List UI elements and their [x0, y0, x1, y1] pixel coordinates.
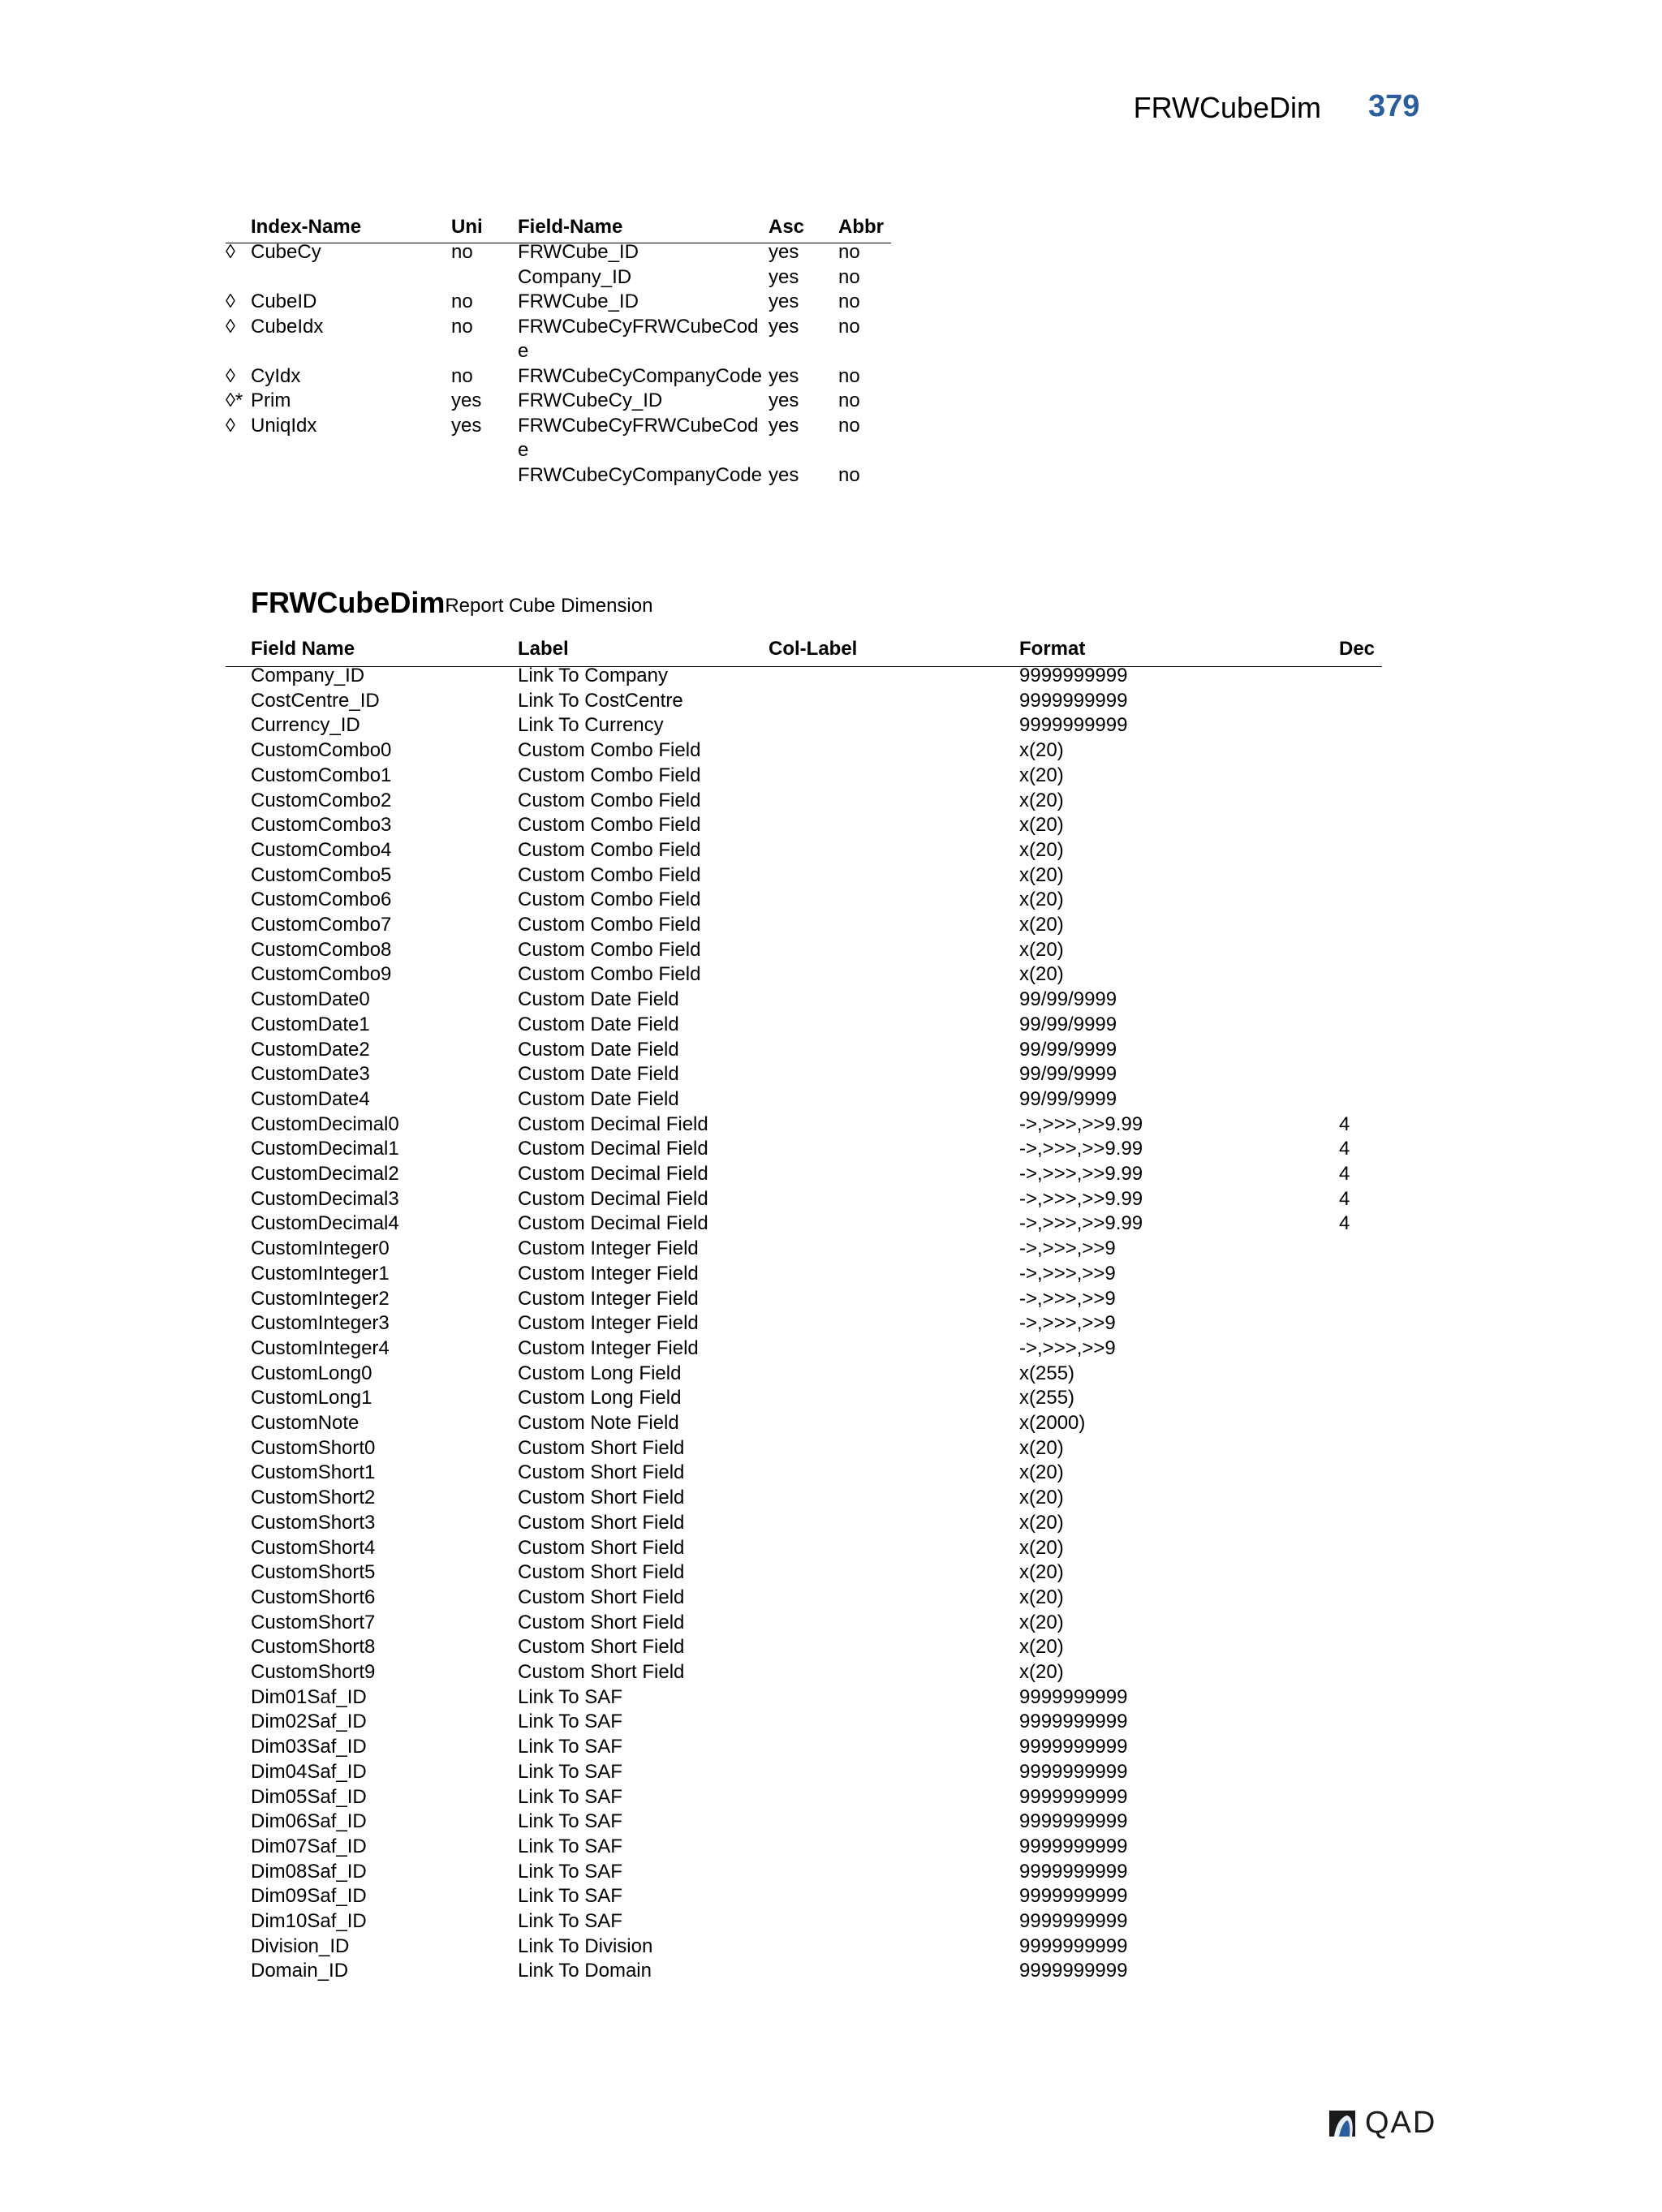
- field-format: x(20): [1019, 739, 1064, 762]
- table-row: [0, 713, 1662, 738]
- field-name: CustomDate2: [251, 1038, 370, 1061]
- col-uni: Uni: [451, 216, 483, 238]
- field-format: ->,>>>,>>9.99: [1019, 1138, 1143, 1160]
- field-format: x(20): [1019, 838, 1064, 861]
- field-name: CustomShort6: [251, 1586, 376, 1608]
- field-label: Custom Integer Field: [518, 1312, 699, 1335]
- field-label: Custom Short Field: [518, 1611, 685, 1633]
- col-format: Format: [1019, 638, 1086, 660]
- field-name: CustomDecimal4: [251, 1212, 399, 1235]
- field-label: Custom Combo Field: [518, 764, 701, 786]
- field-name: CustomCombo7: [251, 914, 392, 936]
- field-name: Dim03Saf_ID: [251, 1736, 367, 1758]
- field-format: 9999999999: [1019, 665, 1128, 686]
- field-name: CustomCombo2: [251, 789, 392, 811]
- table-row: [0, 813, 1662, 838]
- field-format: x(20): [1019, 1436, 1064, 1459]
- col-label: Label: [518, 638, 569, 660]
- field-format: ->,>>>,>>9.99: [1019, 1112, 1143, 1135]
- field-format: 99/99/9999: [1019, 1063, 1117, 1086]
- index-field: FRWCubeCyCompanyCode: [518, 364, 763, 387]
- table-row: [0, 1835, 1662, 1860]
- index-row: [226, 389, 891, 414]
- table-row: [0, 838, 1662, 863]
- field-name: CustomNote: [251, 1412, 360, 1434]
- index-marker: ◊*: [226, 389, 243, 411]
- field-name: CustomShort1: [251, 1461, 376, 1484]
- field-decimals: 4: [1339, 1138, 1350, 1160]
- index-row: [226, 463, 891, 488]
- index-field: FRWCubeCyCompanyCode: [518, 463, 763, 486]
- field-label: Custom Combo Field: [518, 914, 701, 936]
- field-label: Custom Date Field: [518, 1038, 679, 1061]
- table-row: [0, 1436, 1662, 1461]
- field-label: Link To Currency: [518, 714, 664, 737]
- table-row: [0, 738, 1662, 764]
- field-label: Custom Decimal Field: [518, 1112, 708, 1135]
- field-label: Custom Short Field: [518, 1586, 685, 1608]
- field-label: Link To SAF: [518, 1860, 622, 1883]
- index-abbr: no: [838, 389, 860, 411]
- field-name: Domain_ID: [251, 1960, 349, 1982]
- table-row: [0, 1013, 1662, 1038]
- index-name: CubeID: [251, 290, 317, 312]
- field-label: Link To SAF: [518, 1736, 622, 1758]
- table-row: [0, 1162, 1662, 1187]
- index-asc: yes: [769, 389, 799, 411]
- table-row: [0, 1461, 1662, 1486]
- field-format: ->,>>>,>>9.99: [1019, 1212, 1143, 1235]
- field-name: Dim07Saf_ID: [251, 1835, 367, 1857]
- table-row: [0, 1735, 1662, 1760]
- index-row: [226, 290, 891, 315]
- field-format: x(20): [1019, 1636, 1064, 1659]
- index-name: Prim: [251, 389, 291, 411]
- field-format: 9999999999: [1019, 689, 1128, 712]
- table-row: [0, 789, 1662, 814]
- table-row: [0, 1635, 1662, 1660]
- field-name: CustomDate1: [251, 1013, 370, 1035]
- field-name: Dim08Saf_ID: [251, 1860, 367, 1883]
- index-asc: yes: [769, 241, 799, 263]
- field-format: ->,>>>,>>9.99: [1019, 1187, 1143, 1210]
- table-row: [0, 1311, 1662, 1336]
- field-name: CostCentre_ID: [251, 689, 380, 712]
- field-name: CustomShort4: [251, 1536, 376, 1559]
- field-label: Custom Date Field: [518, 1087, 679, 1110]
- index-field: FRWCubeCy_ID: [518, 389, 663, 411]
- field-label: Custom Integer Field: [518, 1262, 699, 1285]
- field-name: CustomShort9: [251, 1661, 376, 1683]
- field-name: CustomShort0: [251, 1436, 376, 1459]
- index-asc: yes: [769, 463, 799, 486]
- table-name: FRWCubeDim: [251, 586, 446, 619]
- table-row: [0, 1137, 1662, 1162]
- index-unique: yes: [451, 414, 482, 437]
- index-marker: ◊: [226, 241, 235, 263]
- field-label: Link To SAF: [518, 1711, 622, 1733]
- index-unique: no: [451, 241, 473, 263]
- field-name: CustomCombo9: [251, 963, 392, 986]
- table-row: [0, 1860, 1662, 1885]
- field-name: Division_ID: [251, 1934, 350, 1957]
- table-row: [0, 863, 1662, 889]
- field-format: 9999999999: [1019, 1685, 1128, 1708]
- table-row: [0, 1187, 1662, 1212]
- field-name: CustomCombo3: [251, 814, 392, 837]
- field-label: Link To SAF: [518, 1835, 622, 1857]
- index-row: [226, 364, 891, 389]
- field-label: Link To SAF: [518, 1760, 622, 1783]
- index-row: [226, 414, 891, 463]
- field-label: Link To SAF: [518, 1910, 622, 1932]
- field-name: CustomInteger3: [251, 1312, 390, 1335]
- table-row: [0, 1586, 1662, 1611]
- table-row: [0, 1660, 1662, 1685]
- index-abbr: no: [838, 414, 860, 437]
- index-name: CyIdx: [251, 364, 301, 387]
- field-label: Link To Domain: [518, 1960, 652, 1982]
- field-name: CustomDate3: [251, 1063, 370, 1086]
- field-format: x(20): [1019, 914, 1064, 936]
- col-asc: Asc: [769, 216, 805, 238]
- field-format: x(20): [1019, 938, 1064, 961]
- table-row: [0, 1237, 1662, 1262]
- index-unique: no: [451, 290, 473, 312]
- qad-logo: [1328, 2107, 1448, 2140]
- table-row: [0, 764, 1662, 789]
- field-format: ->,>>>,>>9: [1019, 1237, 1116, 1260]
- table-row: [0, 1211, 1662, 1237]
- table-row: [0, 1287, 1662, 1312]
- field-label: Custom Short Field: [518, 1436, 685, 1459]
- field-decimals: 4: [1339, 1187, 1350, 1210]
- table-row: [0, 689, 1662, 714]
- index-asc: yes: [769, 290, 799, 312]
- field-label: Custom Short Field: [518, 1487, 685, 1509]
- index-field: FRWCubeCyFRWCubeCode: [518, 315, 759, 362]
- field-format: x(20): [1019, 1586, 1064, 1608]
- field-label: Custom Combo Field: [518, 863, 701, 886]
- field-label: Custom Decimal Field: [518, 1212, 708, 1235]
- index-unique: no: [451, 364, 473, 387]
- table-row: [0, 938, 1662, 963]
- field-format: x(20): [1019, 963, 1064, 986]
- field-format: 9999999999: [1019, 1760, 1128, 1783]
- field-label: Link To Company: [518, 665, 668, 686]
- index-name: CubeIdx: [251, 315, 324, 338]
- table-row: [0, 913, 1662, 938]
- field-label: Custom Short Field: [518, 1636, 685, 1659]
- field-name: CustomShort3: [251, 1511, 376, 1534]
- field-format: x(20): [1019, 1487, 1064, 1509]
- col-index-name: Index-Name: [251, 216, 362, 238]
- field-label: Custom Date Field: [518, 988, 679, 1011]
- col-field-name: Field-Name: [518, 216, 623, 238]
- field-name: CustomCombo1: [251, 764, 392, 786]
- table-row: [0, 1560, 1662, 1586]
- field-label: Link To Division: [518, 1934, 653, 1957]
- table-row: [0, 1386, 1662, 1411]
- table-description: Report Cube Dimension: [445, 595, 653, 617]
- field-label: Custom Decimal Field: [518, 1163, 708, 1185]
- logo-text: QAD: [1365, 2106, 1437, 2140]
- table-row: [0, 664, 1662, 689]
- index-abbr: no: [838, 241, 860, 263]
- field-name: Dim10Saf_ID: [251, 1910, 367, 1932]
- index-abbr: no: [838, 463, 860, 486]
- field-label: Custom Integer Field: [518, 1336, 699, 1359]
- field-decimals: 4: [1339, 1112, 1350, 1135]
- table-row: [0, 1087, 1662, 1112]
- field-label: Link To CostCentre: [518, 689, 683, 712]
- table-row: [0, 1884, 1662, 1909]
- field-label: Custom Date Field: [518, 1063, 679, 1086]
- field-format: x(20): [1019, 789, 1064, 811]
- field-format: x(20): [1019, 1511, 1064, 1534]
- index-abbr: no: [838, 265, 860, 288]
- field-name: CustomDecimal2: [251, 1163, 399, 1185]
- table-row: [0, 1959, 1662, 1984]
- field-format: 99/99/9999: [1019, 1013, 1117, 1035]
- index-unique: yes: [451, 389, 482, 411]
- index-abbr: no: [838, 315, 860, 338]
- field-label: Custom Note Field: [518, 1412, 679, 1434]
- index-abbr: no: [838, 364, 860, 387]
- index-asc: yes: [769, 265, 799, 288]
- table-row: [0, 1909, 1662, 1934]
- index-marker: ◊: [226, 290, 235, 312]
- table-row: [0, 1760, 1662, 1785]
- field-name: Dim02Saf_ID: [251, 1711, 367, 1733]
- field-name: CustomShort5: [251, 1561, 376, 1584]
- field-format: x(20): [1019, 863, 1064, 886]
- table-row: [0, 1062, 1662, 1087]
- field-format: x(20): [1019, 764, 1064, 786]
- field-format: x(20): [1019, 1611, 1064, 1633]
- index-row: [226, 315, 891, 364]
- field-label: Custom Combo Field: [518, 889, 701, 911]
- table-row: [0, 1685, 1662, 1711]
- table-row: [0, 988, 1662, 1013]
- field-name: CustomCombo6: [251, 889, 392, 911]
- field-label: Custom Short Field: [518, 1461, 685, 1484]
- field-name: Dim01Saf_ID: [251, 1685, 367, 1708]
- field-format: x(20): [1019, 1536, 1064, 1559]
- table-row: [0, 962, 1662, 988]
- field-label: Custom Combo Field: [518, 739, 701, 762]
- field-format: 9999999999: [1019, 1736, 1128, 1758]
- field-label: Custom Combo Field: [518, 814, 701, 837]
- col-dec: Dec: [1339, 638, 1376, 660]
- field-label: Link To SAF: [518, 1810, 622, 1833]
- field-name: CustomCombo8: [251, 938, 392, 961]
- table-row: [0, 1262, 1662, 1287]
- field-format: 99/99/9999: [1019, 1087, 1117, 1110]
- index-marker: ◊: [226, 315, 235, 338]
- field-label: Custom Integer Field: [518, 1237, 699, 1260]
- field-name: CustomDecimal0: [251, 1112, 399, 1135]
- field-format: x(2000): [1019, 1412, 1086, 1434]
- field-label: Custom Decimal Field: [518, 1187, 708, 1210]
- field-name: CustomShort8: [251, 1636, 376, 1659]
- index-marker: ◊: [226, 364, 235, 387]
- table-row: [0, 1038, 1662, 1063]
- field-label: Custom Integer Field: [518, 1287, 699, 1310]
- field-label: Custom Long Field: [518, 1387, 682, 1409]
- col-abbr: Abbr: [838, 216, 884, 238]
- field-name: CustomCombo0: [251, 739, 392, 762]
- field-label: Custom Decimal Field: [518, 1138, 708, 1160]
- field-name: CustomLong1: [251, 1387, 372, 1409]
- col-field-name: Field Name: [251, 638, 355, 660]
- field-format: 9999999999: [1019, 1860, 1128, 1883]
- field-format: 9999999999: [1019, 714, 1128, 737]
- table-row: [0, 1710, 1662, 1735]
- field-name: Dim05Saf_ID: [251, 1785, 367, 1808]
- field-format: 9999999999: [1019, 1960, 1128, 1982]
- field-name: CustomCombo5: [251, 863, 392, 886]
- table-row: [0, 1785, 1662, 1810]
- field-name: Dim09Saf_ID: [251, 1885, 367, 1908]
- index-field: FRWCubeCyFRWCubeCode: [518, 414, 759, 461]
- index-asc: yes: [769, 315, 799, 338]
- field-format: ->,>>>,>>9: [1019, 1262, 1116, 1285]
- index-field: Company_ID: [518, 265, 632, 288]
- field-label: Custom Combo Field: [518, 938, 701, 961]
- field-name: CustomDate4: [251, 1087, 370, 1110]
- col-col-label: Col-Label: [769, 638, 858, 660]
- field-format: 9999999999: [1019, 1885, 1128, 1908]
- field-name: Company_ID: [251, 665, 365, 686]
- field-format: x(255): [1019, 1387, 1075, 1409]
- field-name: Dim06Saf_ID: [251, 1810, 367, 1833]
- index-field: FRWCube_ID: [518, 290, 639, 312]
- field-format: x(20): [1019, 1661, 1064, 1683]
- table-row: [0, 1362, 1662, 1387]
- field-format: ->,>>>,>>9.99: [1019, 1163, 1143, 1185]
- field-label: Custom Short Field: [518, 1561, 685, 1584]
- table-row: [0, 1486, 1662, 1511]
- index-row: [226, 240, 891, 265]
- field-format: 9999999999: [1019, 1810, 1128, 1833]
- field-name: CustomInteger0: [251, 1237, 390, 1260]
- field-label: Link To SAF: [518, 1685, 622, 1708]
- field-name: CustomInteger2: [251, 1287, 390, 1310]
- field-decimals: 4: [1339, 1163, 1350, 1185]
- running-title: FRWCubeDim: [1133, 91, 1321, 124]
- table-row: [0, 1112, 1662, 1138]
- field-format: x(20): [1019, 1461, 1064, 1484]
- field-name: CustomDecimal3: [251, 1187, 399, 1210]
- field-name: CustomShort7: [251, 1611, 376, 1633]
- field-name: Currency_ID: [251, 714, 360, 737]
- table-row: [0, 1411, 1662, 1436]
- index-name: CubeCy: [251, 241, 321, 263]
- field-format: ->,>>>,>>9: [1019, 1336, 1116, 1359]
- field-label: Custom Date Field: [518, 1013, 679, 1035]
- field-name: CustomShort2: [251, 1487, 376, 1509]
- field-label: Custom Long Field: [518, 1362, 682, 1384]
- index-asc: yes: [769, 364, 799, 387]
- field-format: ->,>>>,>>9: [1019, 1287, 1116, 1310]
- field-name: CustomDate0: [251, 988, 370, 1011]
- field-format: 9999999999: [1019, 1910, 1128, 1932]
- field-format: x(20): [1019, 814, 1064, 837]
- field-format: 99/99/9999: [1019, 988, 1117, 1011]
- field-format: x(20): [1019, 1561, 1064, 1584]
- field-label: Custom Combo Field: [518, 963, 701, 986]
- table-row: [0, 1934, 1662, 1960]
- field-name: CustomInteger4: [251, 1336, 390, 1359]
- index-unique: no: [451, 315, 473, 338]
- page-number: 379: [1368, 89, 1420, 123]
- field-label: Custom Short Field: [518, 1661, 685, 1683]
- table-row: [0, 1511, 1662, 1536]
- field-format: 9999999999: [1019, 1835, 1128, 1857]
- index-field: FRWCube_ID: [518, 241, 639, 263]
- field-name: CustomInteger1: [251, 1262, 390, 1285]
- field-name: Dim04Saf_ID: [251, 1760, 367, 1783]
- field-label: Link To SAF: [518, 1785, 622, 1808]
- field-label: Custom Short Field: [518, 1511, 685, 1534]
- index-marker: ◊: [226, 414, 235, 437]
- table-row: [0, 1611, 1662, 1636]
- field-name: CustomLong0: [251, 1362, 372, 1384]
- field-label: Custom Combo Field: [518, 838, 701, 861]
- table-row: [0, 1336, 1662, 1362]
- field-label: Custom Short Field: [518, 1536, 685, 1559]
- index-name: UniqIdx: [251, 414, 317, 437]
- field-format: 99/99/9999: [1019, 1038, 1117, 1061]
- field-decimals: 4: [1339, 1212, 1350, 1235]
- field-format: x(20): [1019, 889, 1064, 911]
- table-row: [0, 1536, 1662, 1561]
- index-abbr: no: [838, 290, 860, 312]
- field-format: x(255): [1019, 1362, 1075, 1384]
- field-format: ->,>>>,>>9: [1019, 1312, 1116, 1335]
- field-format: 9999999999: [1019, 1711, 1128, 1733]
- field-label: Link To SAF: [518, 1885, 622, 1908]
- field-name: CustomCombo4: [251, 838, 392, 861]
- index-asc: yes: [769, 414, 799, 437]
- table-row: [0, 888, 1662, 913]
- field-format: 9999999999: [1019, 1785, 1128, 1808]
- field-label: Custom Combo Field: [518, 789, 701, 811]
- table-row: [0, 1810, 1662, 1835]
- field-name: CustomDecimal1: [251, 1138, 399, 1160]
- field-format: 9999999999: [1019, 1934, 1128, 1957]
- index-row: [226, 265, 891, 290]
